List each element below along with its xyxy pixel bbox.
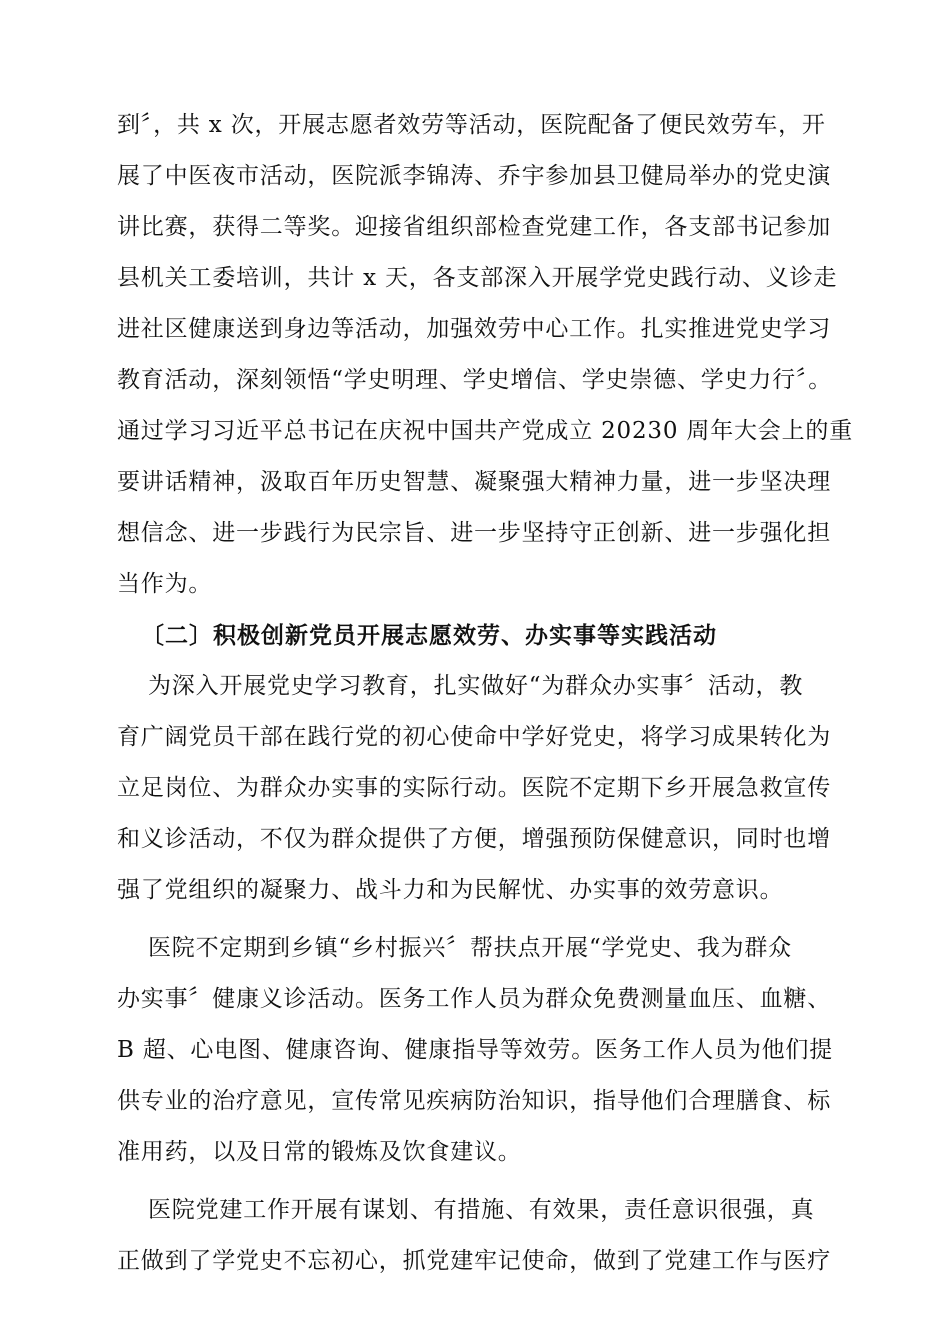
paragraph-spacing <box>117 916 859 923</box>
text-line: 讲比赛，获得二等奖。迎接省组织部检查党建工作，各支部书记参加 <box>117 214 831 240</box>
text-line: 办实事〞健康义诊活动。医务工作人员为群众免费测量血压、血糖、 <box>117 986 831 1012</box>
text-line: 为深入开展党史学习教育，扎实做好“为群众办实事〞活动，教 <box>148 673 804 699</box>
text-line: 到〞，共 x 次，开展志愿者效劳等活动，医院配备了便民效劳车，开 <box>117 112 826 138</box>
text-line: 展了中医夜市活动，医院派李锦涛、乔宇参加县卫健局举办的党史演 <box>117 163 831 189</box>
document-body <box>117 100 859 1287</box>
section-heading: 〔二〕积极创新党员开展志愿效劳、办实事等实践活动 <box>141 622 717 649</box>
text-line: 县机关工委培训，共计 x 天，各支部深入开展学党史践行动、义诊走 <box>117 265 838 291</box>
text-line: 准用药，以及日常的锻炼及饮食建议。 <box>117 1139 522 1165</box>
text-line: 正做到了学党史不忘初心，抓党建牢记使命，做到了党建工作与医疗 <box>117 1248 831 1274</box>
text-line: 育广阔党员干部在践行党的初心使命中学好党史，将学习成果转化为 <box>117 724 831 750</box>
text-line: 强了党组织的凝聚力、战斗力和为民解忧、办实事的效劳意识。 <box>117 877 784 903</box>
text-line: 当作为。 <box>117 571 213 597</box>
text-line: B 超、心电图、健康咨询、健康指导等效劳。医务工作人员为他们提 <box>117 1037 834 1063</box>
text-line: 供专业的治疗意见，宣传常见疾病防治知识，指导他们合理膳食、标 <box>117 1088 831 1114</box>
text-line: 医院党建工作开展有谋划、有措施、有效果，责任意识很强，真 <box>148 1197 815 1223</box>
text-line: 教育活动，深刻领悟“学史明理、学史增信、学史崇德、学史力行〞。 <box>117 367 833 393</box>
text-line: 通过学习习近平总书记在庆祝中国共产党成立 20230 周年大会上的重 <box>117 418 853 444</box>
text-line: 医院不定期到乡镇“乡村振兴〞帮扶点开展“学党史、我为群众 <box>148 935 792 961</box>
text-line: 立足岗位、为群众办实事的实际行动。医院不定期下乡开展急救宣传 <box>117 775 831 801</box>
paragraph-3 <box>117 923 859 1178</box>
paragraph-spacing <box>117 1178 859 1185</box>
paragraph-2 <box>117 661 859 916</box>
text-line: 想信念、进一步践行为民宗旨、进一步坚持守正创新、进一步强化担 <box>117 520 831 546</box>
text-line: 要讲话精神，汲取百年历史智慧、凝聚强大精神力量，进一步坚决理 <box>117 469 831 495</box>
text-line: 进社区健康送到身边等活动，加强效劳中心工作。扎实推进党史学习 <box>117 316 831 342</box>
text-line: 和义诊活动，不仅为群众提供了方便，增强预防保健意识，同时也增 <box>117 826 831 852</box>
paragraph-4 <box>117 1185 859 1287</box>
paragraph-1 <box>117 100 859 610</box>
